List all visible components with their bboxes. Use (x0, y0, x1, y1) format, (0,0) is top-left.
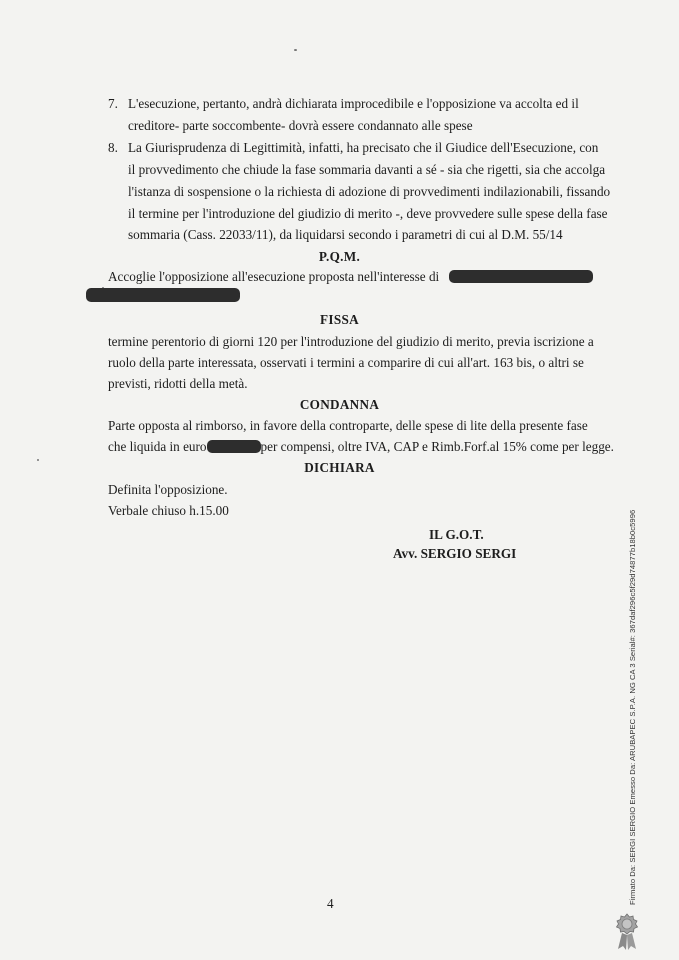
fissa-line-2: ruolo della parte interessata, osservati i termini a comparire di cui all'art. 163 bis, o altri se (108, 355, 584, 370)
item-7-line-2: creditore- parte soccombente- dovrà essere condannato alle spese (128, 118, 473, 133)
item-8-line-3: l'istanza di sospensione o la richiesta di adozione di provvedimenti indilazionabili, fissando (128, 184, 611, 199)
item-8-line-2: il provvedimento che chiude la fase sommaria davanti a sé - sia che rigetti, sia che accolga (128, 162, 606, 177)
item-8-line-5: sommaria (Cass. 22033/11), da liquidarsi secondo i parametri di cui al D.M. 55/14 (128, 227, 563, 242)
item-number: 8. (108, 140, 118, 155)
fissa-heading: FISSA (320, 312, 359, 327)
redacted-amount (207, 440, 261, 453)
page-number: 4 (327, 896, 334, 911)
item-number: 7. (108, 96, 118, 111)
dichiara-heading: DICHIARA (304, 460, 375, 475)
condanna-heading: CONDANNA (299, 397, 380, 412)
signature-name: Avv. SERGIO SERGI (393, 546, 517, 561)
dichiara-line-1: Definita l'opposizione. (108, 482, 228, 497)
pqm-heading: P.Q.M. (318, 249, 361, 264)
redacted-block (449, 270, 593, 283)
condanna-line-1: Parte opposta al rimborso, in favore della controparte, delle spese di lite della presente fase (108, 418, 588, 433)
signature-title: IL G.O.T. (429, 527, 484, 542)
fissa-line-1: termine perentorio di giorni 120 per l'introduzione del giudizio di merito, previa iscrizione a (108, 334, 594, 349)
pqm-text (108, 269, 593, 285)
item-7-line-1: L'esecuzione, pertanto, andrà dichiarata improcedibile e l'opposizione va accolta ed il (128, 96, 579, 111)
scan-speck (294, 49, 297, 51)
digital-signature-text: Firmato Da: SERGI SERGIO Emesso Da: ARUBAPEC S.P.A. NG CA 3 Serial#: 367daf296c5f29d74877b18b0c5996 (628, 509, 637, 905)
condanna-line-2 (108, 439, 614, 455)
pqm-text-content: Accoglie l'opposizione all'esecuzione proposta nell'interesse di (108, 269, 440, 284)
dichiara-line-2: Verbale chiuso h.15.00 (108, 503, 229, 518)
condanna-line-2-end: per compensi, oltre IVA, CAP e Rimb.Forf.al 15% come per legge. (260, 439, 614, 454)
redacted-block (86, 288, 240, 302)
condanna-line-2-start: che liquida in euro (108, 439, 207, 454)
fissa-line-3: previsti, ridotti della metà. (108, 376, 248, 391)
item-8-line-1: La Giurisprudenza di Legittimità, infatti, ha precisato che il Giudice dell'Esecuzione, con (128, 140, 599, 155)
item-8-line-4: il termine per l'introduzione del giudizio di merito -, deve provvedere sulle spese della fase (128, 206, 608, 221)
rosette-seal-icon (614, 913, 640, 951)
